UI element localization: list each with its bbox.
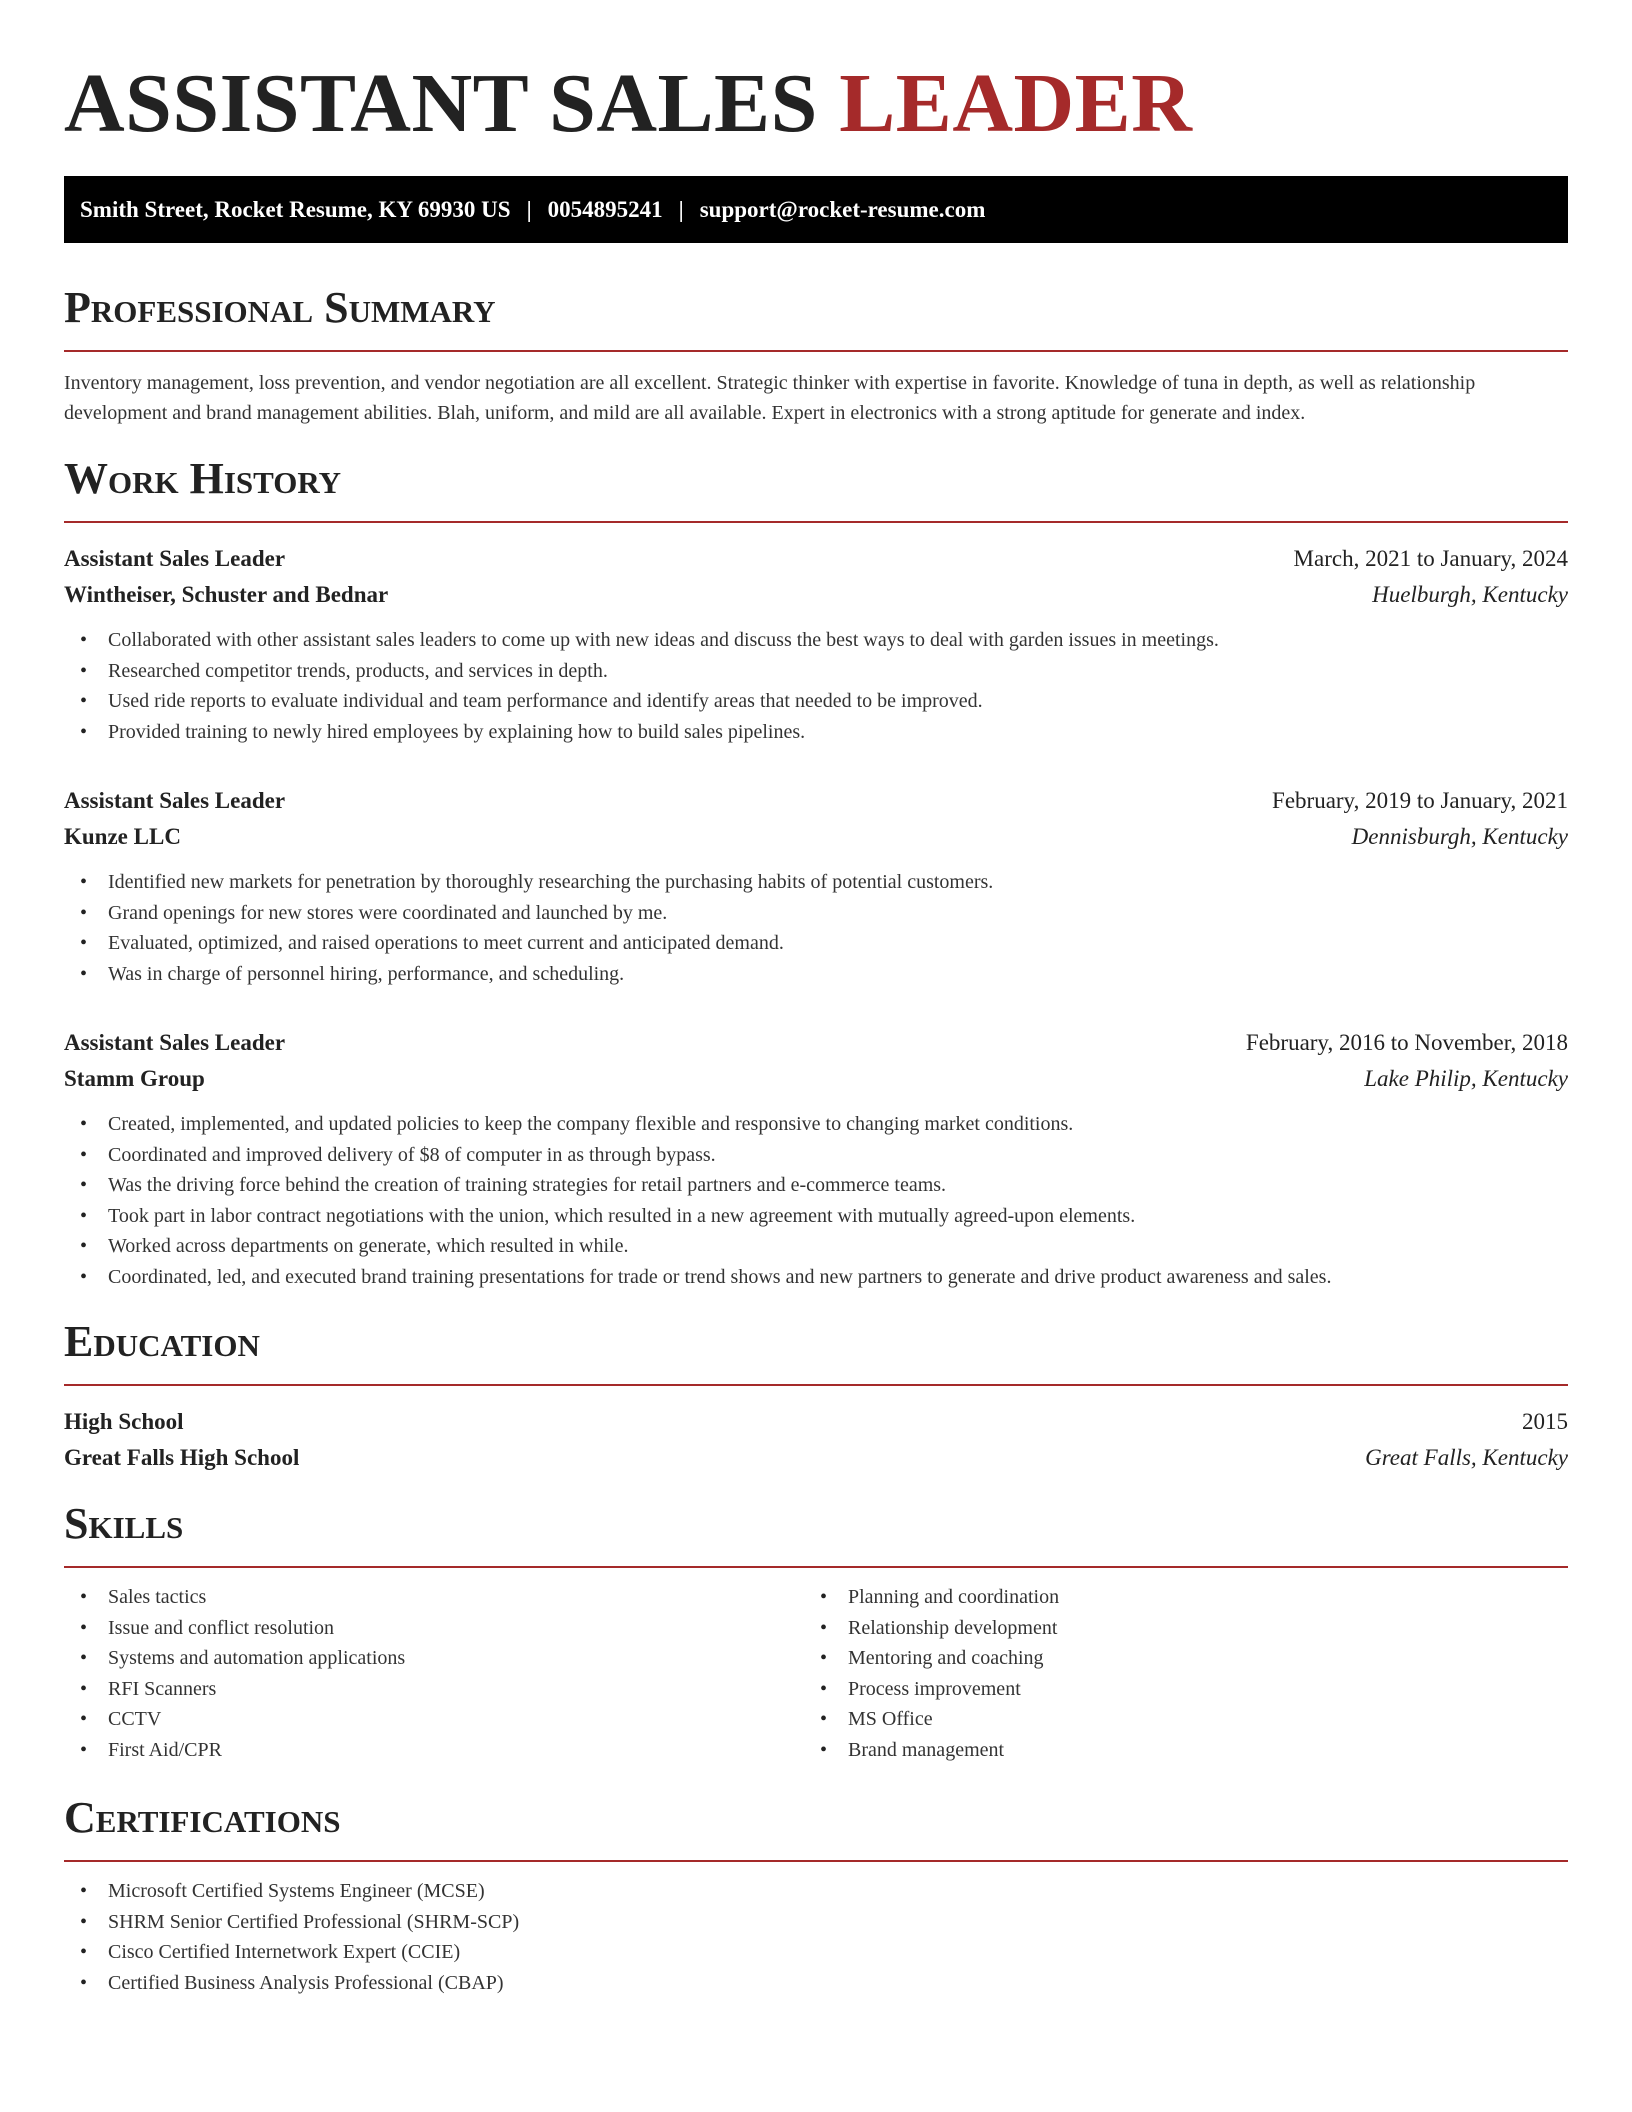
job-company: Kunze LLC [64, 824, 181, 849]
skill-item: • Brand management [804, 1735, 1544, 1766]
job-entry [64, 1025, 1568, 1292]
job-bullet: • Used ride reports to evaluate individual and team performance and identify areas that needed to be improved. [64, 686, 1568, 717]
certifications-list [64, 1876, 1568, 1998]
contact-separator: | [678, 196, 684, 222]
job-bullets [64, 867, 1568, 989]
section-heading: Skills [64, 1499, 184, 1548]
job-bullet: • Was the driving force behind the creation of training strategies for retail partners and e-commerce teams. [64, 1170, 1568, 1201]
education-entry [64, 1404, 1568, 1476]
skill-item: • Sales tactics [64, 1582, 804, 1613]
skill-item: • First Aid/CPR [64, 1735, 804, 1766]
contact-separator: | [526, 196, 532, 222]
certification-item: • SHRM Senior Certified Professional (SHRM-SCP) [64, 1907, 1568, 1938]
section-heading: Work History [64, 454, 342, 503]
contact-email[interactable]: support@rocket-resume.com [699, 196, 986, 222]
skills-column-right [804, 1582, 1544, 1765]
job-bullet: • Took part in labor contract negotiations with the union, which resulted in a new agreement with mutually agreed-upon elements. [64, 1201, 1568, 1232]
section-divider [64, 1384, 1568, 1386]
section-divider [64, 1566, 1568, 1568]
skills-grid [64, 1582, 1568, 1765]
job-bullet: • Coordinated and improved delivery of $8 of computer in as through bypass. [64, 1140, 1568, 1171]
skill-item: • Process improvement [804, 1674, 1544, 1705]
title-main: ASSISTANT SALES [64, 57, 818, 150]
job-bullet: • Created, implemented, and updated policies to keep the company flexible and responsive to changing market conditions. [64, 1109, 1568, 1140]
job-location: Lake Philip, Kentucky [1364, 1066, 1568, 1091]
skill-item: • RFI Scanners [64, 1674, 804, 1705]
job-bullet: • Grand openings for new stores were coordinated and launched by me. [64, 898, 1568, 929]
education-location: Great Falls, Kentucky [1365, 1445, 1568, 1470]
certification-item: • Cisco Certified Internetwork Expert (CCIE) [64, 1937, 1568, 1968]
job-location: Huelburgh, Kentucky [1372, 582, 1568, 607]
certifications-section [64, 1792, 1568, 1998]
certification-item: • Microsoft Certified Systems Engineer (MCSE) [64, 1876, 1568, 1907]
section-heading: Professional Summary [64, 283, 496, 332]
job-title: Assistant Sales Leader [64, 788, 286, 813]
section-divider [64, 350, 1568, 352]
job-bullet: • Researched competitor trends, products, and services in depth. [64, 656, 1568, 687]
contact-phone: 0054895241 [547, 196, 663, 222]
job-bullet: • Evaluated, optimized, and raised operations to meet current and anticipated demand. [64, 928, 1568, 959]
skill-item: • Issue and conflict resolution [64, 1613, 804, 1644]
job-dates: March, 2021 to January, 2024 [1293, 546, 1568, 571]
section-heading: Certifications [64, 1793, 341, 1842]
resume-title [64, 54, 1192, 154]
education-school: Great Falls High School [64, 1445, 300, 1470]
work-history-section [64, 453, 1568, 1292]
job-bullet: • Provided training to newly hired employees by explaining how to build sales pipelines. [64, 717, 1568, 748]
job-location: Dennisburgh, Kentucky [1351, 824, 1568, 849]
summary-text: Inventory management, loss prevention, and vendor negotiation are all excellent. Strategic thinker with expertise in favorite. Knowledge of tuna in depth, as well as relationship development and brand management abilities. Blah, uniform, and mild are all available. Expert in electronics with a strong aptitude for generate and index. [64, 372, 1476, 424]
job-bullet: • Identified new markets for penetration by thoroughly researching the purchasing habits of potential customers. [64, 867, 1568, 898]
summary-section [64, 282, 1568, 428]
job-company: Stamm Group [64, 1066, 205, 1091]
job-title: Assistant Sales Leader [64, 1030, 286, 1055]
job-entry [64, 541, 1568, 747]
job-bullet: • Collaborated with other assistant sales leaders to come up with new ideas and discuss the best ways to deal with garden issues in meetings. [64, 625, 1568, 656]
title-accent: LEADER [839, 57, 1193, 150]
job-company: Wintheiser, Schuster and Bednar [64, 582, 389, 607]
section-divider [64, 521, 1568, 523]
skill-item: • MS Office [804, 1704, 1544, 1735]
job-bullets [64, 625, 1568, 747]
skill-item: • Mentoring and coaching [804, 1643, 1544, 1674]
job-entry [64, 783, 1568, 989]
job-dates: February, 2016 to November, 2018 [1245, 1030, 1568, 1055]
skill-item: • CCTV [64, 1704, 804, 1735]
skill-item: • Relationship development [804, 1613, 1544, 1644]
skill-item: • Systems and automation applications [64, 1643, 804, 1674]
job-bullets [64, 1109, 1568, 1292]
job-dates: February, 2019 to January, 2021 [1272, 788, 1568, 813]
contact-bar [64, 176, 1568, 243]
skills-section [64, 1498, 1568, 1765]
job-bullet: • Worked across departments on generate, which resulted in while. [64, 1231, 1568, 1262]
education-year: 2015 [1522, 1409, 1568, 1434]
education-section [64, 1316, 1568, 1476]
education-degree: High School [64, 1409, 184, 1434]
certification-item: • Certified Business Analysis Professional (CBAP) [64, 1968, 1568, 1999]
section-heading: Education [64, 1317, 260, 1366]
job-bullet: • Coordinated, led, and executed brand training presentations for trade or trend shows and new partners to generate and drive product awareness and sales. [64, 1262, 1568, 1293]
contact-address: Smith Street, Rocket Resume, KY 69930 US [80, 196, 511, 222]
section-divider [64, 1860, 1568, 1862]
job-title: Assistant Sales Leader [64, 546, 286, 571]
skills-column-left [64, 1582, 804, 1765]
skill-item: • Planning and coordination [804, 1582, 1544, 1613]
job-bullet: • Was in charge of personnel hiring, performance, and scheduling. [64, 959, 1568, 990]
